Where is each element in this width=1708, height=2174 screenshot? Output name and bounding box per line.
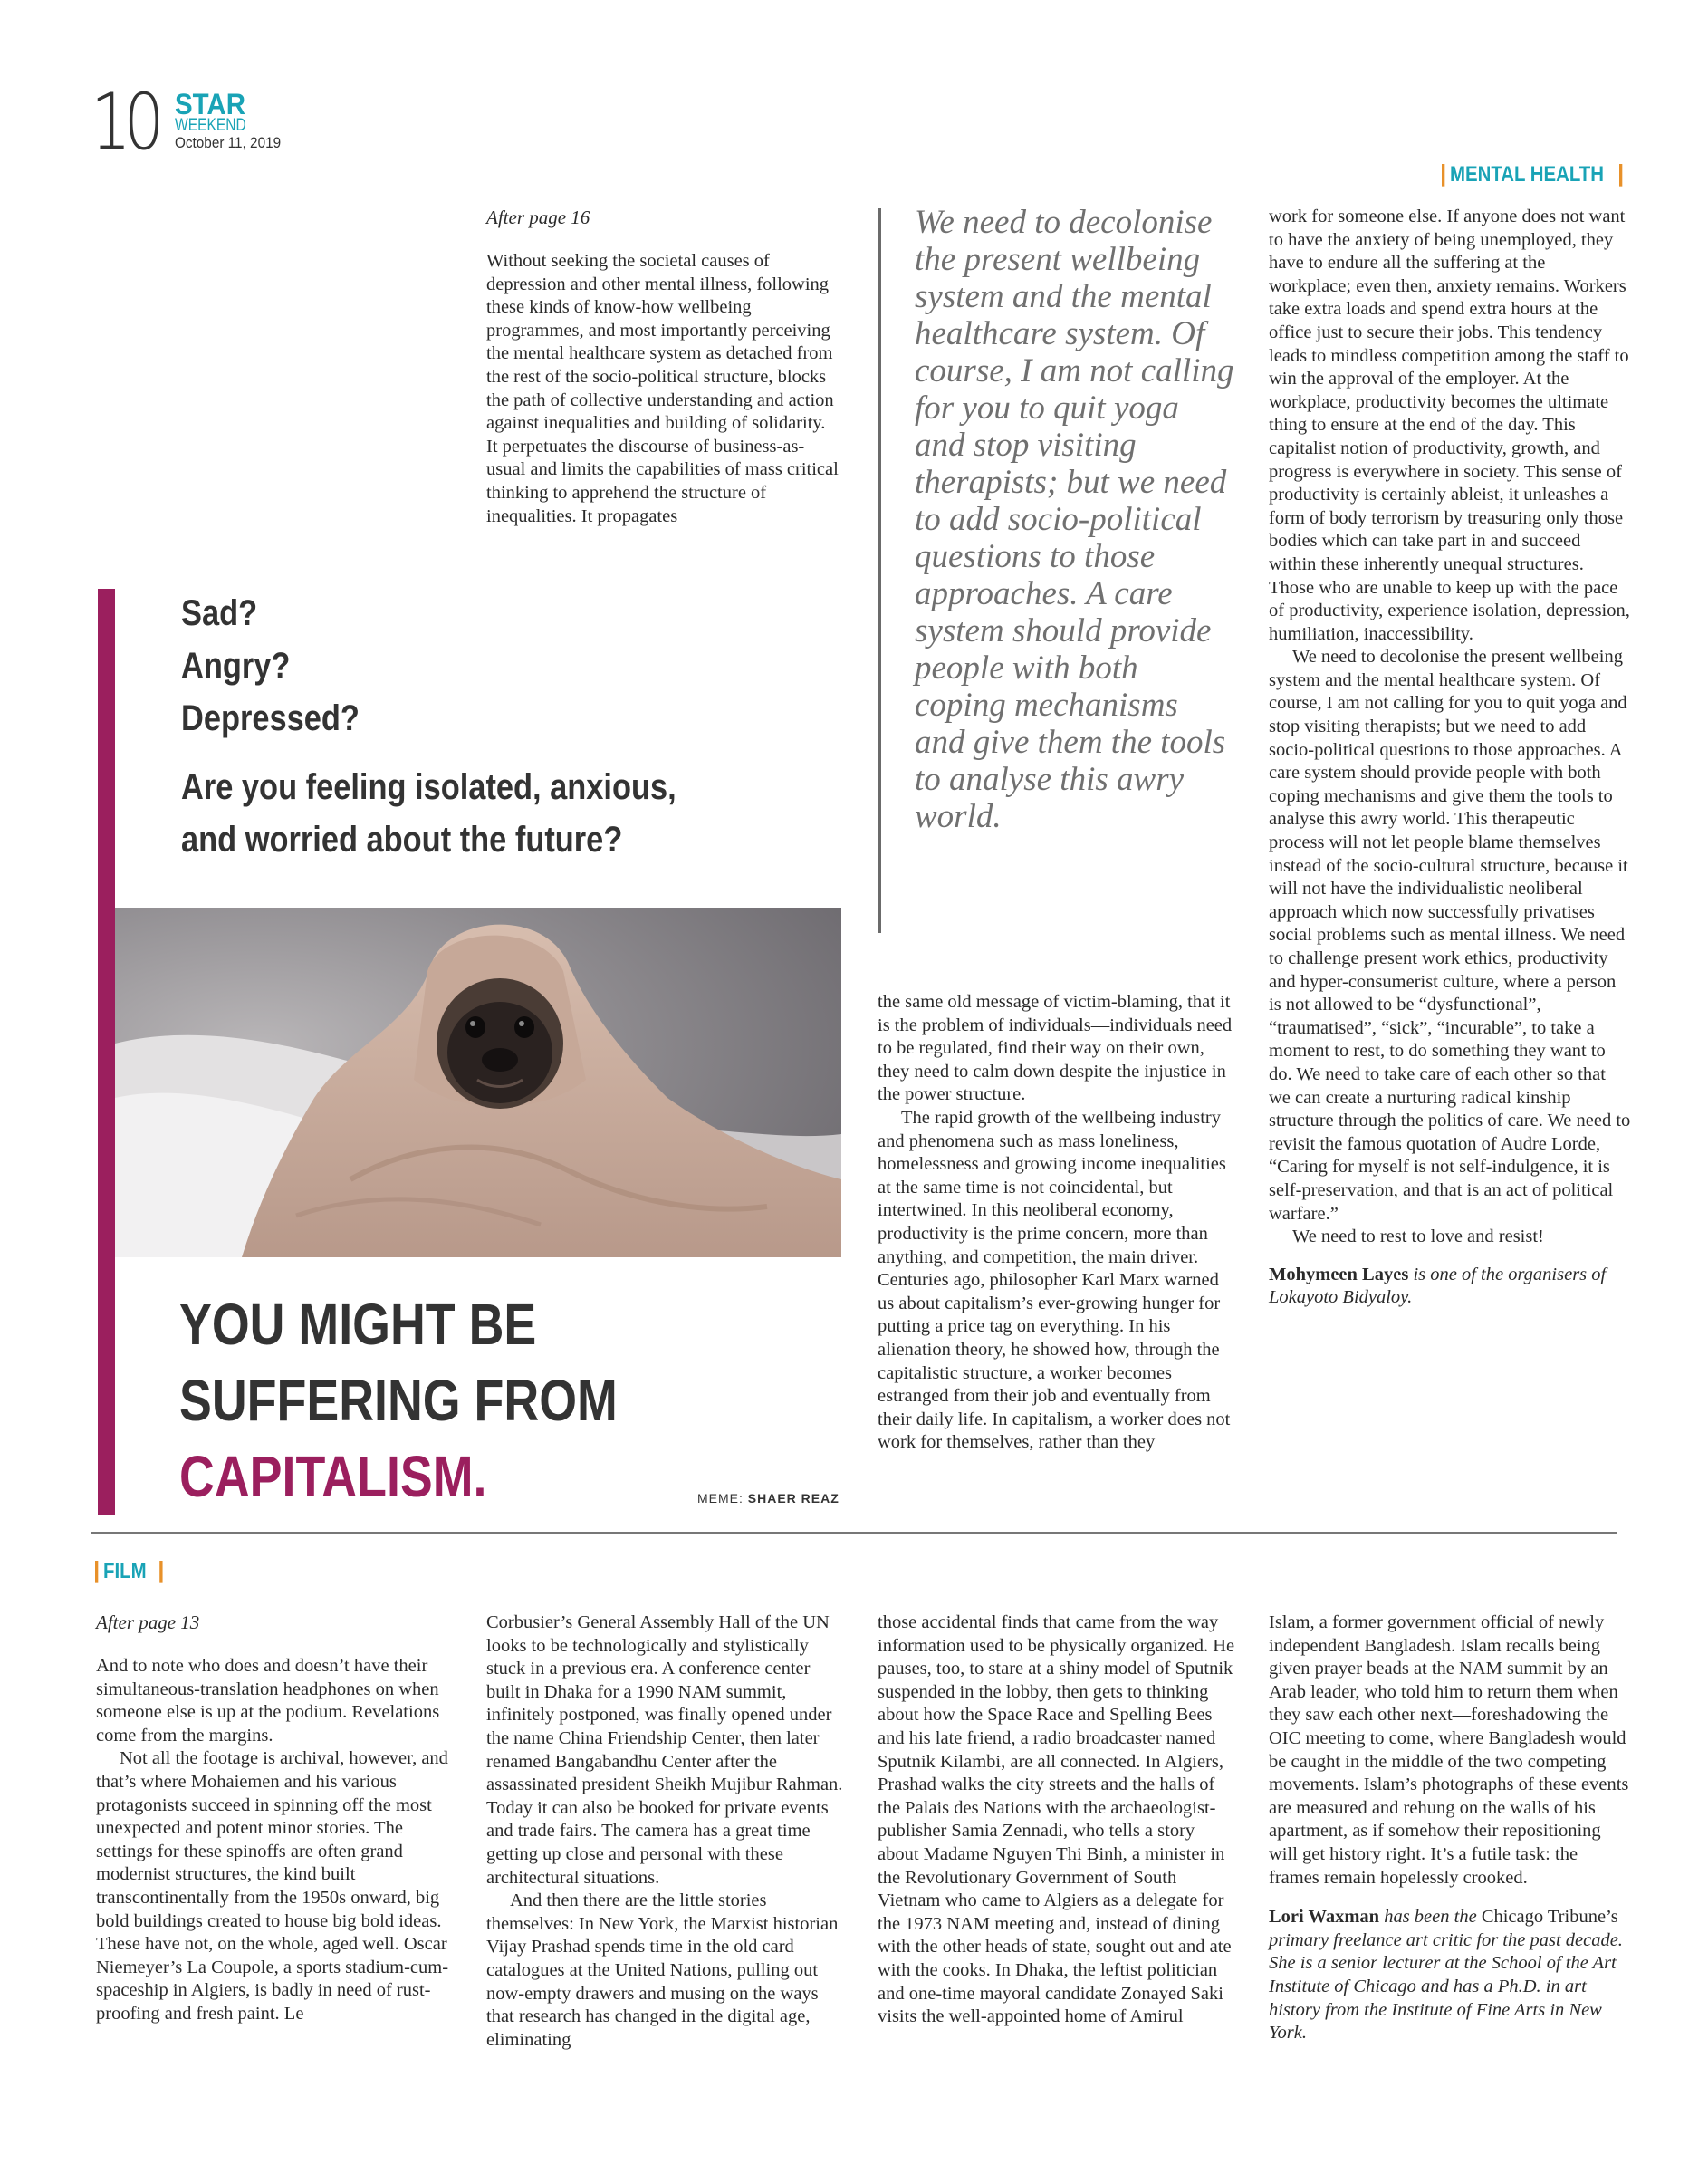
film-column-3 bbox=[878, 1611, 1240, 2029]
film-author-name: Lori Waxman bbox=[1269, 1907, 1380, 1928]
meme-credit bbox=[697, 1491, 840, 1505]
film-column-1 bbox=[96, 1655, 456, 2026]
film-column-4 bbox=[1269, 1611, 1631, 2045]
section-title: MENTAL HEALTH bbox=[1450, 162, 1605, 187]
film-paragraph: Not all the footage is archival, however, and that’s where Mohaiemen and his various protagonists succeed in spinning off the most unexpected and potent minor stories. The settings for these spinoffs are often grand modernist structures, the kind built transcontinentally from the 1950s onward, big bold buildings created to house big bold ideas. These have not, on the whole, aged well. Oscar Niemeyer’s La Coupole, a sports stadium-cum-spaceship in Algiers, is badly in need of rust-proofing and fresh paint. Le bbox=[96, 1748, 449, 2024]
meme-question-isolated: Are you feeling isolated, anxious, bbox=[181, 767, 676, 807]
article-column-2 bbox=[878, 991, 1240, 1455]
meme-headline bbox=[179, 1286, 701, 1515]
meme-questions bbox=[181, 587, 757, 866]
article-column-1 bbox=[486, 250, 840, 528]
brand-star: STAR bbox=[175, 88, 245, 120]
film-author-credit bbox=[1269, 1906, 1631, 2045]
meme-accent-bar bbox=[98, 589, 115, 1515]
page-number: 10 bbox=[91, 77, 158, 168]
film-paragraph: And to note who does and doesn’t have their simultaneous-translation headphones on when someone else is up at the podium. Revelations come from the margins. bbox=[96, 1656, 440, 1746]
meme-headline-line3: CAPITALISM. bbox=[179, 1444, 487, 1509]
article-paragraph: The rapid growth of the wellbeing industry and phenomena such as mass loneliness, homelessness and growing income inequalities at the same time is not coincidental, but intertwined. In this neoliberal economy, productivity is the prime concern, more than anything, and competition, the main driver. Centuries ago, philosopher Karl Marx warned us about capitalism’s ever-growing hunger for putting a price tag on everything. In his alienation theory, he showed how, through the capitalistic structure, a worker becomes estranged from their job and eventually from their daily life. In capitalism, a worker does not work for themselves, rather than they bbox=[878, 1107, 1231, 1453]
meme-credit-label: MEME: bbox=[697, 1491, 744, 1505]
section-bar-right: | bbox=[1617, 159, 1625, 187]
article-paragraph: the same old message of victim-blaming, that it is the problem of individuals—individuals need to be regulated, find their way on their own, they need to calm down despite the injustice in the power structure. bbox=[878, 992, 1233, 1105]
author-name: Mohymeen Layes bbox=[1269, 1264, 1409, 1284]
film-author-bio-3: primary freelance art critic for the past decade. She is a senior lecturer at the School of the Art Institute of Chicago and has a Ph.D. in art history from the Institute of Fine Arts in New York. bbox=[1269, 1929, 1623, 2044]
article-paragraph: We need to rest to love and resist! bbox=[1292, 1226, 1544, 1247]
film-author-bio-2: Chicago Tribune’s bbox=[1481, 1907, 1618, 1928]
article-paragraph: work for someone else. If anyone does not want to have the anxiety of being unemployed, they have to endure all the suffering at the workplace; even then, anxiety remains. Workers take extra loads and spend extra hours at the office just to secure their jobs. This tendency leads to mindless competition among the staff to win the approval of the employer. At the workplace, productivity becomes the ultimate thing to ensure at the end of the day. This capitalist notion of productivity, growth, and progress is everywhere in society. This sense of productivity is certainly ableist, it unleashes a form of body terrorism by treasuring only those bodies which can take part in and succeed within these inherently unequal structures. Those who are unable to keep up with the pace of productivity, experience isolation, depression, humiliation, inaccessibility. bbox=[1269, 207, 1630, 644]
author-bio: is one of the organisers of Lokayoto Bidyaloy. bbox=[1269, 1264, 1607, 1308]
continued-from: After page 16 bbox=[486, 207, 590, 228]
meme-headline-line2: SUFFERING FROM bbox=[179, 1368, 618, 1433]
film-author-bio-1: has been the bbox=[1384, 1907, 1477, 1928]
film-paragraph: Islam, a former government official of newly independent Bangladesh. Islam recalls being given prayer beads at the NAM summit by an Arab leader, who told him to return them when they saw each other next—foreshadowing the OIC meeting to come, where Bangladesh would be caught in the middle of the two competing movements. Islam’s photographs of these events are measured and rehung on the walls of his apartment, as if somehow their repositioning will get history right. It’s a futile task: the frames remain hopelessly crooked. bbox=[1269, 1612, 1629, 1888]
meme-question-worried: and worried about the future? bbox=[181, 820, 623, 860]
meme-question-sad: Sad? bbox=[181, 593, 258, 633]
film-column-2 bbox=[486, 1611, 849, 2052]
article-paragraph: Without seeking the societal causes of depression and other mental illness, following these kinds of know-how wellbeing programmes, and most importantly perceiving the mental healthcare system as detached from the rest of the socio-political structure, blocks the path of collective understanding and action against inequalities and building of solidarity. It perpetuates the discourse of business-as-usual and limits the capabilities of mass critical thinking to apprehend the structure of inequalities. It propagates bbox=[486, 251, 839, 526]
article-column-3 bbox=[1269, 206, 1631, 1310]
section-divider bbox=[91, 1532, 1617, 1534]
section-bar-right: | bbox=[158, 1556, 165, 1583]
section-bar-left: | bbox=[1440, 159, 1447, 187]
issue-date: October 11, 2019 bbox=[175, 134, 282, 151]
film-paragraph: Corbusier’s General Assembly Hall of the UN looks to be technologically and stylistically stuck in a previous era. A conference center built in Dhaka for a 1990 NAM summit, infinitely postponed, was finally opened under the name China Friendship Center, then later renamed Bangabandhu Center after the assassinated president Sheikh Mujibur Rahman. Today it can also be booked for private events and trade fairs. The camera has a great time getting up close and personal with these architectural situations. bbox=[486, 1612, 843, 1888]
pug-photo bbox=[115, 908, 841, 1257]
meme-question-depressed: Depressed? bbox=[181, 698, 360, 738]
film-paragraph: And then there are the little stories themselves: In New York, the Marxist historian Vijay Prashad spends time in the old card catalogues at the United Nations, pulling out now-empty drawers and musing on the ways that research has changed in the digital age, eliminating bbox=[486, 1890, 839, 2050]
section-label bbox=[1440, 159, 1631, 188]
masthead-logo bbox=[175, 88, 293, 152]
film-section-label bbox=[93, 1556, 165, 1584]
section-bar-left: | bbox=[93, 1556, 101, 1583]
film-continued-from: After page 13 bbox=[96, 1611, 200, 1633]
pull-quote: We need to decolonise the present wellbeing system and the mental healthcare system. Of course, I am not calling for you to quit yoga and stop visiting therapists; but we need to add socio-political questions to those approaches. A care system should provide people with both coping mechanisms and give them the tools to analyse this awry world. bbox=[915, 204, 1234, 835]
author-credit bbox=[1269, 1264, 1631, 1310]
meme-question-angry: Angry? bbox=[181, 646, 291, 686]
film-section-title: FILM bbox=[103, 1559, 147, 1583]
article-paragraph: We need to decolonise the present wellbeing system and the mental healthcare system. Of course, I am not calling for you to quit yoga and stop visiting therapists; but we need to add socio-political questions to those approaches. A care system should provide people with both coping mechanisms and give them the tools to analyse this awry world. This therapeutic process will not let people blame themselves instead of the socio-cultural structure, because it will not have the individualistic neoliberal approach which now successfully privatises social problems such as mental illness. We need to challenge present work ethics, productivity and hyper-consumerist culture, where a person is not allowed to be “dysfunctional”, “traumatised”, “sick”, “incurable”, to take a moment to rest, to do something they want to do. We need to take care of each other so that we can create a nurturing radical kinship structure through the politics of care. We need to revisit the famous quotation of Audre Lorde, “Caring for myself is not self-indulgence, it is self-preservation, and that is an act of political warfare.” bbox=[1269, 647, 1631, 1224]
brand-weekend: WEEKEND bbox=[175, 116, 246, 135]
meme-headline-line1: YOU MIGHT BE bbox=[179, 1292, 537, 1357]
pull-quote-rule bbox=[878, 208, 881, 933]
film-paragraph: those accidental finds that came from the way information used to be physically organized. He pauses, too, to stare at a shiny model of Sputnik suspended in the lobby, then gets to thinking about how the Space Race and Spelling Bees and his late friend, a radio broadcaster named Sputnik Kilambi, are all connected. In Algiers, Prashad walks the city streets and the halls of the Palais des Nations with the archaeologist-publisher Samia Zennadi, who tells a story about Madame Nguyen Thi Binh, a minister in the Revolutionary Government of South Vietnam who came to Algiers as a delegate for the 1973 NAM meeting and, instead of dining with the other heads of state, sought out and ate with the cooks. In Dhaka, the leftist politician and one-time mayoral candidate Zonayed Saki visits the well-appointed home of Amirul bbox=[878, 1612, 1235, 2027]
meme-credit-name: SHAER REAZ bbox=[747, 1491, 840, 1505]
